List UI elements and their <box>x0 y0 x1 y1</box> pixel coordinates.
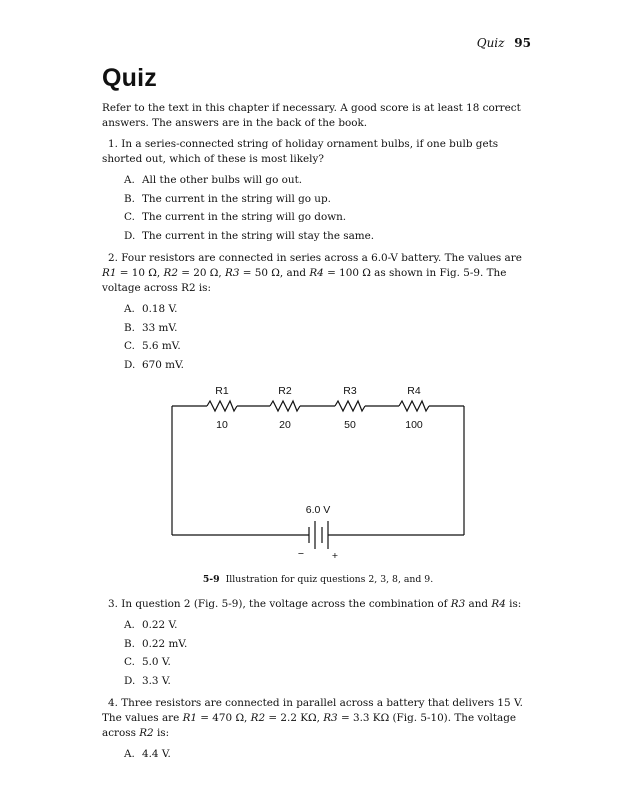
resistor-value-r4: 100 <box>405 419 423 431</box>
running-head-title: Quiz <box>476 36 505 50</box>
resistor-label-r3: R3 <box>343 385 357 397</box>
option-b: B. 0.22 mV. <box>124 637 188 650</box>
option-c: C. 5.0 V. <box>124 656 171 668</box>
option-a: A. 0.18 V. <box>124 303 178 315</box>
option-d: D. 670 mV. <box>124 358 184 371</box>
intro-paragraph: Refer to the text in this chapter if necessary. A good score is at least 18 correct answers. The answers are in the back of the book. <box>102 102 521 129</box>
question-number: 3. <box>108 598 118 610</box>
question-3 <box>102 597 534 690</box>
figure-number: 5-9 <box>202 574 220 585</box>
answer-options <box>102 171 534 245</box>
question-number: 2. <box>108 252 118 264</box>
question-4 <box>102 696 534 764</box>
answer-options <box>102 300 534 374</box>
question-2 <box>102 251 534 374</box>
option-a: A. 4.4 V. <box>124 748 171 760</box>
resistor-r1 <box>207 401 237 411</box>
battery-voltage-label: 6.0 V <box>305 504 331 516</box>
resistor-label-r2: R2 <box>278 385 292 397</box>
resistor-label-r1: R1 <box>215 385 229 397</box>
figure-5-9 <box>102 380 534 568</box>
option-a: A. All the other bulbs will go out. <box>124 174 303 186</box>
option-b: B. 33 mV. <box>124 321 178 334</box>
figure-caption: 5-9 Illustration for quiz questions 2, 3, 8, and 9. <box>202 574 434 585</box>
option-c: C. 5.6 mV. <box>124 340 181 352</box>
resistor-value-r1: 10 <box>216 419 228 431</box>
resistor-value-r2: 20 <box>279 419 291 431</box>
page-number: 95 <box>514 36 531 50</box>
question-text: 4. Three resistors are connected in parallel across a battery that delivers 15 V. The values are R1 = 470 Ω, R2 = 2.2 KΩ, R3 = 3.3 KΩ (Fig. 5-10). The voltage across R2 is: <box>102 697 523 739</box>
option-b: B. The current in the string will go up. <box>124 192 331 205</box>
answer-options <box>102 616 534 690</box>
option-c: C. The current in the string will go down. <box>124 211 347 223</box>
option-a: A. 0.22 V. <box>124 619 178 631</box>
question-text: 2. Four resistors are connected in series across a 6.0-V battery. The values are R1 = 10 Ω, R2 = 20 Ω, R3 = 50 Ω, and R4 = 100 Ω as shown in Fig. 5-9. The voltage across R2 is: <box>102 252 522 294</box>
resistor-r4 <box>399 401 429 411</box>
running-head <box>477 36 531 50</box>
series-circuit-diagram <box>102 380 534 568</box>
page-title: Quiz <box>102 64 157 92</box>
option-d: D. 3.3 V. <box>124 674 171 687</box>
option-d: D. The current in the string will stay the same. <box>124 229 375 242</box>
page-content <box>102 64 534 770</box>
question-number: 4. <box>108 697 118 709</box>
answer-options <box>102 745 534 764</box>
question-1 <box>102 137 534 245</box>
resistor-r2 <box>270 401 300 411</box>
resistor-value-r3: 50 <box>344 419 356 431</box>
question-text: 1. In a series-connected string of holiday ornament bulbs, if one bulb gets shorted out, which of these is most likely? <box>102 138 499 165</box>
question-text: 3. In question 2 (Fig. 5-9), the voltage across the combination of R3 and R4 is: <box>108 598 522 610</box>
question-number: 1. <box>108 138 118 150</box>
battery-plus-sign: + <box>331 550 339 562</box>
battery-minus-sign: − <box>297 548 305 560</box>
resistor-r3 <box>335 401 365 411</box>
resistor-label-r4: R4 <box>407 385 421 397</box>
